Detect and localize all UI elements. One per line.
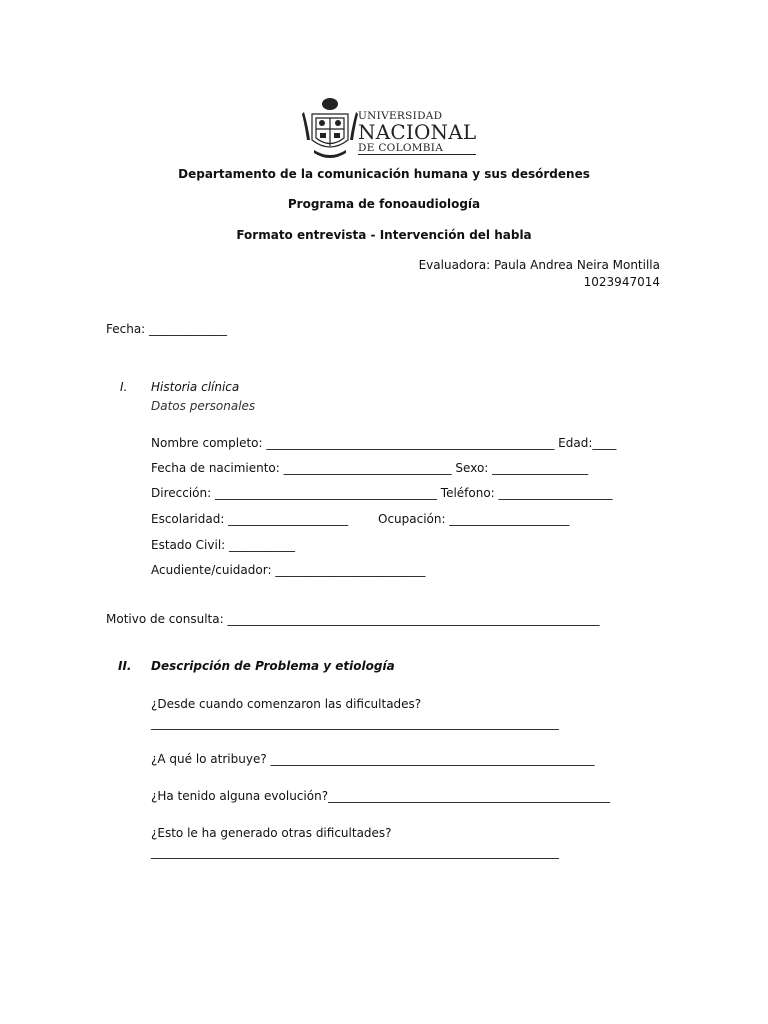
address-phone-field[interactable]: Dirección: _____________________________________ Teléfono: ___________________ xyxy=(151,486,613,500)
evaluator-name: Evaluadora: Paula Andrea Neira Montilla xyxy=(418,258,660,272)
format-heading: Formato entrevista - Intervención del habla xyxy=(236,228,532,242)
university-logo xyxy=(302,92,477,164)
schooling-field[interactable]: Escolaridad: ____________________ xyxy=(151,512,349,526)
date-field[interactable]: Fecha: _____________ xyxy=(106,322,228,336)
logo-line-3: DE COLOMBIA xyxy=(358,142,476,155)
section-1-subtitle: Datos personales xyxy=(151,399,256,413)
university-wordmark xyxy=(358,110,476,155)
section-1-numeral: I. xyxy=(120,380,128,394)
question-4-answer-line[interactable]: ____________________________________________________________________ xyxy=(151,845,559,859)
question-2-field[interactable]: ¿A qué lo atribuye? ______________________________________________________ xyxy=(151,752,595,766)
question-4: ¿Esto le ha generado otras dificultades? xyxy=(151,826,392,840)
birthdate-sex-field[interactable]: Fecha de nacimiento: ____________________________ Sexo: ________________ xyxy=(151,461,589,475)
logo-line-1: UNIVERSIDAD xyxy=(358,110,443,122)
department-heading: Departamento de la comunicación humana y sus desórdenes xyxy=(178,167,590,181)
guardian-field[interactable]: Acudiente/cuidador: _________________________ xyxy=(151,563,426,577)
question-3-field[interactable]: ¿Ha tenido alguna evolución?_______________________________________________ xyxy=(151,789,611,803)
consultation-reason-field[interactable]: Motivo de consulta: ______________________________________________________________ xyxy=(106,612,600,626)
university-seal-icon xyxy=(302,92,358,164)
marital-status-field[interactable]: Estado Civil: ___________ xyxy=(151,538,296,552)
section-1-title: Historia clínica xyxy=(151,380,240,394)
question-1: ¿Desde cuando comenzaron las dificultades? xyxy=(151,697,422,711)
section-2-title: Descripción de Problema y etiología xyxy=(151,659,395,673)
program-heading: Programa de fonoaudiología xyxy=(287,197,481,211)
section-2-numeral: II. xyxy=(118,659,132,673)
logo-line-2: NACIONAL xyxy=(358,120,477,144)
evaluator-id: 1023947014 xyxy=(583,275,660,289)
occupation-field[interactable]: Ocupación: ____________________ xyxy=(378,512,570,526)
full-name-field[interactable]: Nombre completo: ________________________________________________ Edad:____ xyxy=(151,436,617,450)
question-1-answer-line[interactable]: ____________________________________________________________________ xyxy=(151,716,559,730)
